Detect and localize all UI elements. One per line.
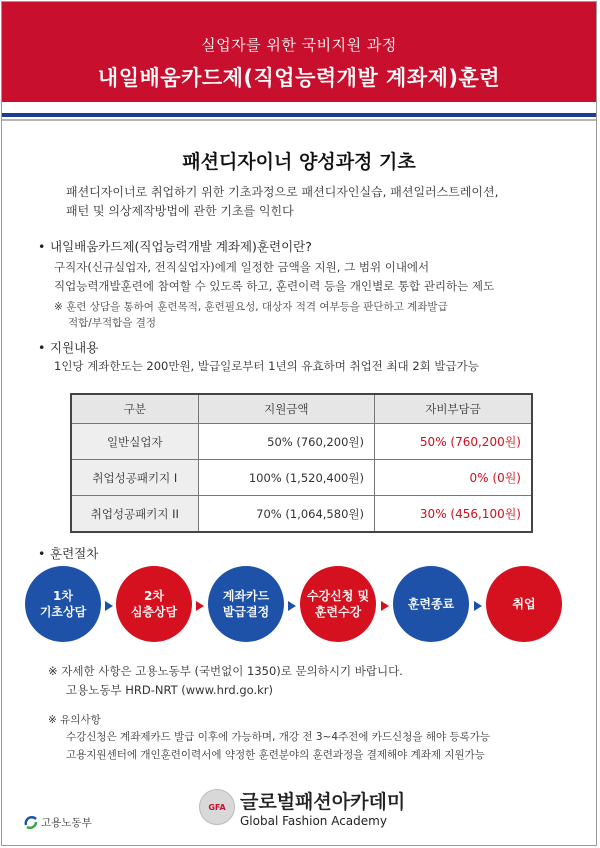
bullet-icon: •: [38, 546, 46, 561]
ministry-emblem-icon: [24, 815, 38, 829]
section-heading-text: 훈련절차: [50, 546, 99, 561]
description-line-1: 구직자(신규실업자, 전직실업자)에게 일정한 금액을 지원, 그 범위 이내에서: [54, 260, 430, 274]
arrow-right-icon: [196, 601, 204, 611]
table-row: [71, 424, 532, 460]
gray-divider: [2, 119, 596, 121]
table-row: [71, 460, 532, 496]
arrow-right-icon: [105, 601, 113, 611]
section-heading-support: [38, 338, 98, 356]
row-category: 취업성공패키지 II: [71, 496, 198, 533]
poster: [1, 1, 597, 846]
step-card-issuance: [208, 566, 284, 642]
row-category: 취업성공패키지 I: [71, 460, 198, 496]
intro-line-1: 패션디자이너로 취업하기 위한 기초과정으로 패션디자인실습, 패션일러스트레이션,: [66, 185, 499, 199]
step-label: 계좌카드 발급결정: [222, 589, 270, 619]
step-label: 1차 기초상담: [39, 589, 87, 619]
blue-divider: [2, 113, 596, 117]
step-label: 2차 심층상담: [130, 589, 178, 619]
support-table: [70, 393, 533, 533]
arrow-right-icon: [474, 601, 482, 611]
arrow-right-icon: [288, 601, 296, 611]
bullet-icon: •: [38, 340, 46, 355]
contact-line-2: 고용노동부 HRD-NRT (www.hrd.go.kr): [66, 683, 274, 697]
arrow-right-icon: [381, 601, 389, 611]
row-self-pay: 0% (0원): [374, 460, 532, 496]
step-employment: [486, 566, 562, 642]
bullet-icon: •: [38, 239, 46, 254]
section-heading-text: 지원내용: [50, 340, 99, 355]
course-title: 패션디자이너 양성과정 기초: [182, 151, 416, 173]
step-training-completion: [393, 566, 469, 642]
training-procedure-flow: [2, 566, 597, 656]
step-label: 수강신청 및 훈련수강: [306, 589, 370, 619]
header-self-pay: 자비부담금: [374, 394, 532, 424]
description-line-2: 직업능력개발훈련에 참여할 수 있도록 하고, 훈련이력 등을 개인별로 통합 관리하는 제도: [54, 279, 495, 293]
notes-heading: ※ 유의사항: [48, 714, 101, 726]
academy-name-korean: 글로벌패션아카데미: [240, 791, 406, 813]
table-header-row: [71, 394, 532, 424]
academy-name-english: Global Fashion Academy: [240, 814, 387, 828]
row-self-pay: 50% (760,200원): [374, 424, 532, 460]
section-heading-text: 내일배움카드제(직업능력개발 계좌제)훈련이란?: [50, 239, 312, 254]
ministry-logo: [24, 815, 92, 830]
support-description: 1인당 계좌한도는 200만원, 발급일로부터 1년의 유효하며 취업전 최대 2회 발급가능: [54, 359, 479, 373]
step-initial-consultation: [25, 566, 101, 642]
section-heading-procedure: [38, 544, 98, 562]
note-line-1: ※ 훈련 상담을 통하여 훈련목적, 훈련필요성, 대상자 적격 여부등을 판단하고 계좌발급: [54, 301, 448, 313]
banner-subtitle: 실업자를 위한 국비지원 과정: [201, 36, 397, 54]
notes-line-1: 수강신청은 계좌제카드 발급 이후에 가능하며, 개강 전 3~4주전에 카드신청을 해야 등록가능: [66, 731, 491, 743]
step-in-depth-consultation: [116, 566, 192, 642]
intro-line-2: 패턴 및 의상제작방법에 관한 기초를 익힌다: [66, 204, 294, 218]
contact-info: [48, 662, 568, 700]
logo-mark-text: GFA: [208, 802, 226, 812]
contact-line-1: ※ 자세한 사항은 고용노동부 (국번없이 1350)로 문의하시기 바랍니다.: [48, 664, 403, 678]
note-line-2: 적합/부적합을 결정: [68, 317, 157, 329]
header-support-amount: 지원금액: [198, 394, 374, 424]
step-label: 훈련종료: [407, 597, 455, 611]
card-system-description: [54, 258, 574, 296]
notes-line-2: 고용지원센터에 개인훈련이력서에 약정한 훈련분야의 훈련과정을 결제해야 계좌제 지원가능: [66, 749, 485, 761]
ministry-name: 고용노동부: [41, 817, 92, 829]
step-label: 취업: [512, 597, 536, 611]
academy-logo-icon: [199, 789, 235, 825]
header-category: 구분: [71, 394, 198, 424]
row-support-amount: 70% (1,064,580원): [198, 496, 374, 533]
row-support-amount: 100% (1,520,400원): [198, 460, 374, 496]
section-heading-card-system: [38, 237, 312, 255]
notes-body: [66, 728, 586, 764]
header-banner: [2, 2, 596, 102]
row-self-pay: 30% (456,100원): [374, 496, 532, 533]
row-category: 일반실업자: [71, 424, 198, 460]
step-enrollment: [300, 566, 376, 642]
row-support-amount: 50% (760,200원): [198, 424, 374, 460]
consultation-note: [54, 299, 574, 331]
banner-title: 내일배움카드제(직업능력개발 계좌제)훈련: [97, 66, 501, 90]
table-row: [71, 496, 532, 533]
course-intro: [66, 183, 556, 221]
